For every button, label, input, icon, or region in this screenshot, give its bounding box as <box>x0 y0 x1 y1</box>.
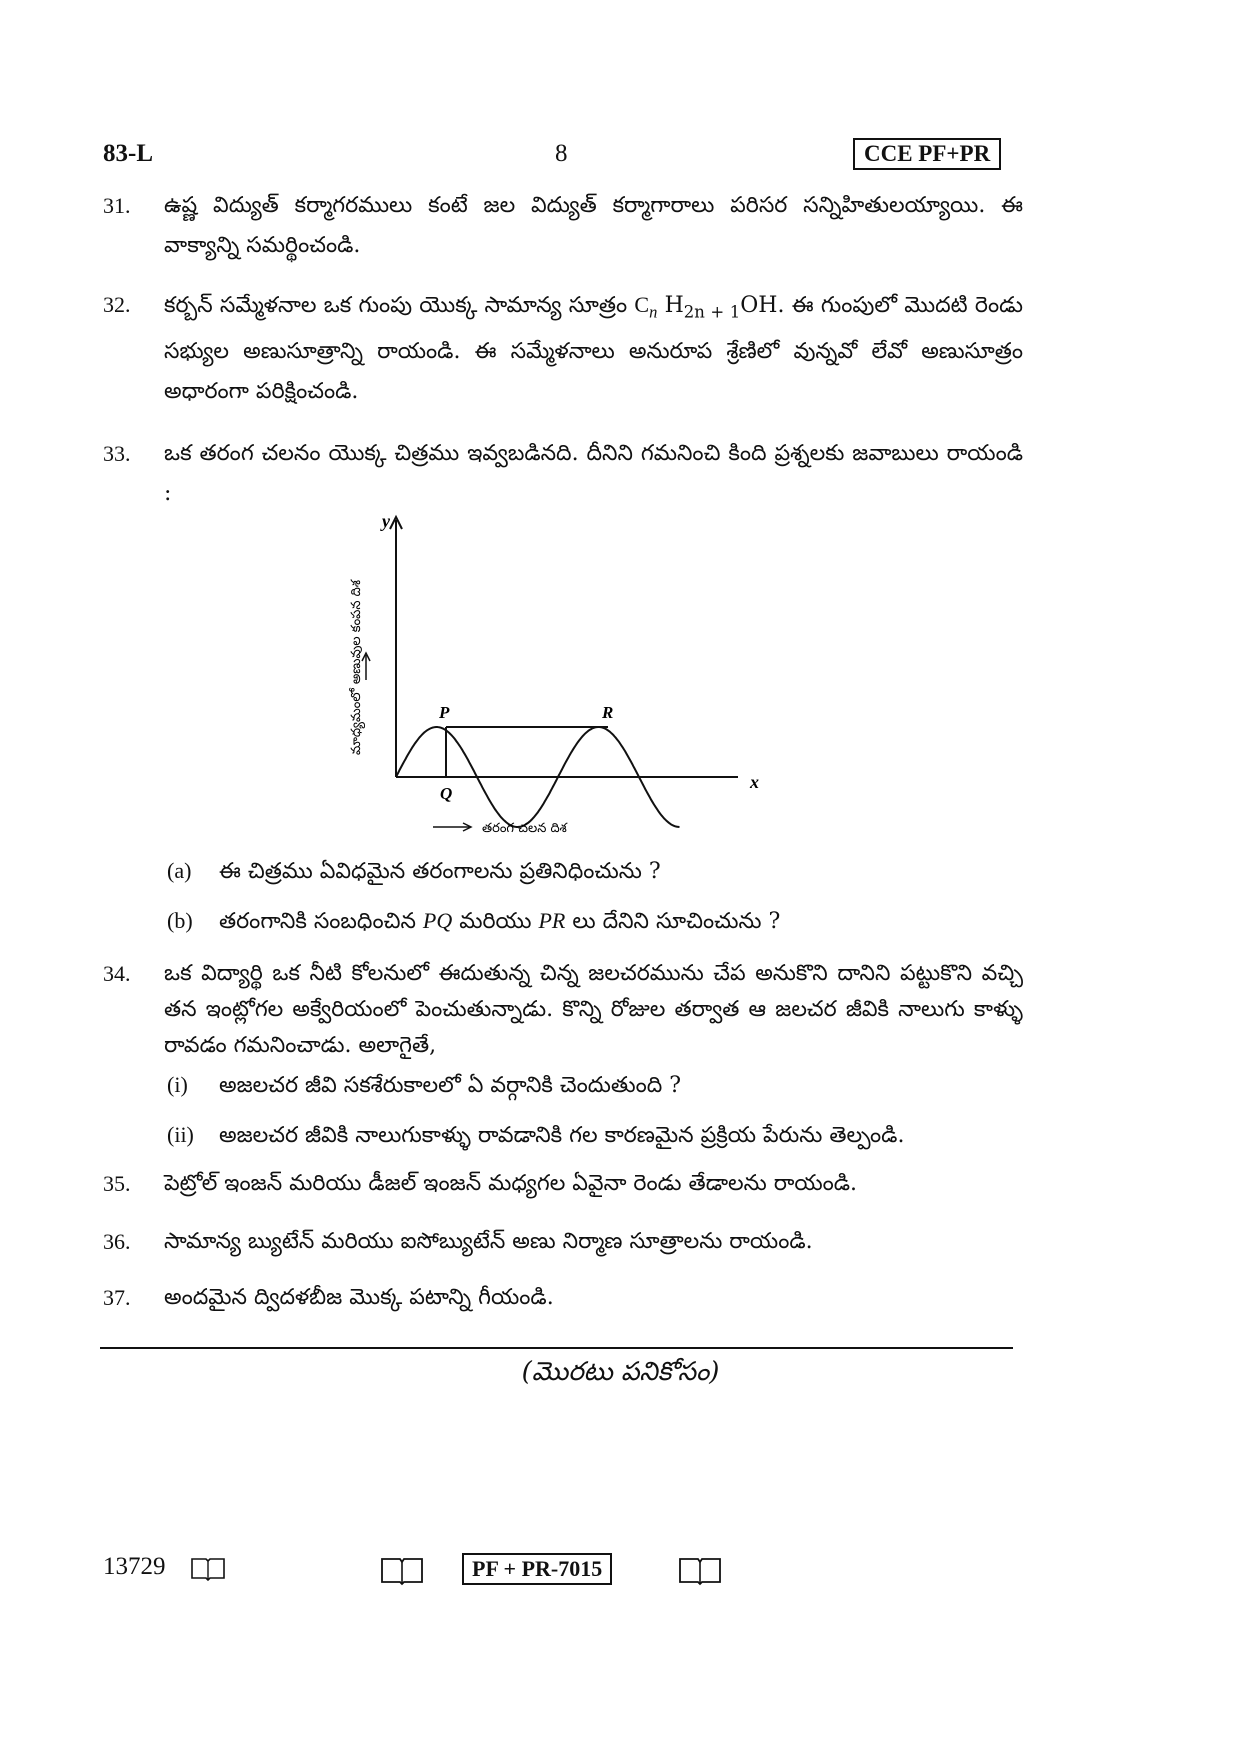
y-caption-group <box>349 579 366 755</box>
x-axis-caption: తరంగ చలన దిశ <box>482 821 567 836</box>
term-pr: PR <box>538 908 566 933</box>
point-r-label: R <box>602 703 614 722</box>
question-number: 35. <box>103 1171 131 1196</box>
question-32 <box>103 285 1023 412</box>
book-icon <box>190 1556 226 1582</box>
divider-line <box>100 1347 1013 1349</box>
wave-diagram <box>330 505 790 850</box>
book-icon <box>678 1556 722 1586</box>
general-formula: $C_n$ <box>634 292 658 322</box>
question-number: 33. <box>103 441 131 466</box>
question-text: ఒక తరంగ చలనం యొక్క చిత్రము ఇవ్వబడినది. దీనిని గమనించి కింది ప్రశ్నలకు జవాబులు రాయండి : <box>164 441 1023 506</box>
y-axis-caption: మాధ్యమంలో అణువుల కంపన దిశ <box>349 580 364 755</box>
question-number: 32. <box>103 292 131 317</box>
question-text: అందమైన ద్విదళబీజ మొక్క పటాన్ని గీయండి. <box>164 1285 554 1310</box>
sub-text: అజలచర జీవికి నాలుగుకాళ్ళు రావడానికి గల కారణమైన ప్రక్రియ పేరును తెల్పండి. <box>219 1123 905 1148</box>
question-34 <box>103 956 1023 1064</box>
question-text-start: కర్బన్ సమ్మేళనాల ఒక గుంపు యొక్క సామాన్య సూత్రం <box>164 293 628 318</box>
term-pq: PQ <box>422 908 453 933</box>
question-text: ఉష్ణ విద్యుత్ కర్మాగరములు కంటే జల విద్యుత్ కర్మాగారాలు పరిసర సన్నిహితులయ్యాయి. ఈ వాక్యాన్ని సమర్థించండి. <box>164 193 1023 258</box>
question-31 <box>103 186 1023 266</box>
sub-text-mid: మరియు <box>459 909 532 934</box>
question-37 <box>103 1278 1023 1318</box>
question-text: ఒక విద్యార్థి ఒక నీటి కోలనులో ఈదుతున్న చిన్న జలచరమును చేప అనుకొని దానిని పట్టుకొని వచ్చి తన ఇంట్లోగల అక్వేరియంలో పెంచుతున్నాడు. కొన్ని రోజుల తర్వాత ఆ జలచర జీవికి నాలుగు కాళ్ళు రావడం గమనించాడు. అలాగైతే, <box>164 961 1023 1058</box>
serial-number: 13729 <box>103 1553 166 1580</box>
sub-question-33b <box>167 904 780 939</box>
rough-work-note: (మొరటు పనికోసం) <box>521 1357 720 1387</box>
question-number: 37. <box>103 1285 131 1310</box>
sub-text: అజలచర జీవి సకశేరుకాలలో ఏ వర్గానికి చెందుతుంది ? <box>219 1073 682 1098</box>
sub-question-34ii <box>167 1118 904 1153</box>
question-text: సామాన్య బ్యుటేన్ మరియు ఐసోబ్యుటేన్ అణు నిర్మాణ సూత్రాలను రాయండి. <box>164 1229 813 1254</box>
question-text-end: ఈ గుంపులో మొదటి రెండు సభ్యుల అణుసూత్రాన్ని రాయండి. ఈ సమ్మేళనాలు అనురూప శ్రేణిలో వున్నవో లేవో అణుసూత్రం అధారంగా పరిక్షించండి. <box>164 293 1023 405</box>
question-number: 36. <box>103 1229 131 1254</box>
point-p-label: P <box>439 703 450 722</box>
x-axis-label: x <box>750 772 759 792</box>
sub-text-end: లు దేనిని సూచించును ? <box>572 909 781 934</box>
sub-text-start: తరంగానికి సంబధించిన <box>219 909 416 934</box>
question-text: పెట్రోల్ ఇంజన్ మరియు డీజల్ ఇంజన్ మధ్యగల ఏవైనా రెండు తేడాలను రాయండి. <box>164 1171 858 1196</box>
question-35 <box>103 1164 1023 1204</box>
question-33 <box>103 434 1023 514</box>
question-number: 34. <box>103 961 131 986</box>
paper-code-box: PF + PR-7015 <box>462 1553 612 1585</box>
question-number: 31. <box>103 193 131 218</box>
page-number: 8 <box>555 140 568 167</box>
question-36 <box>103 1222 1023 1262</box>
book-icon <box>380 1556 424 1586</box>
point-q-label: Q <box>440 784 453 803</box>
sub-label: (a) <box>167 858 192 883</box>
sub-question-34i <box>167 1068 681 1103</box>
question-text: కర్బన్ సమ్మేళనాల ఒక గుంపు యొక్క సామాన్య సూత్రం $C_n$ $H_{2n + 1}OH$. ఈ గుంపులో మొదటి రెండు సభ్యుల అణుసూత్రాన్ని రాయండి. ఈ సమ్మేళనాలు అనురూప శ్రేణిలో వున్నవో లేవో అణుసూత్రం అధారంగా పరిక్షించండి. <box>164 292 1023 405</box>
sub-text: ఈ చిత్రము ఏవిధమైన తరంగాలను ప్రతినిధించును ? <box>219 859 661 884</box>
exam-label-box: CCE PF+PR <box>853 138 1001 170</box>
sub-label: (b) <box>167 908 193 933</box>
y-axis-label: y <box>382 511 390 531</box>
sub-label: (i) <box>167 1072 188 1097</box>
paper-code: 83-L <box>103 140 153 167</box>
sub-question-33a <box>167 854 661 889</box>
sub-label: (ii) <box>167 1122 194 1147</box>
